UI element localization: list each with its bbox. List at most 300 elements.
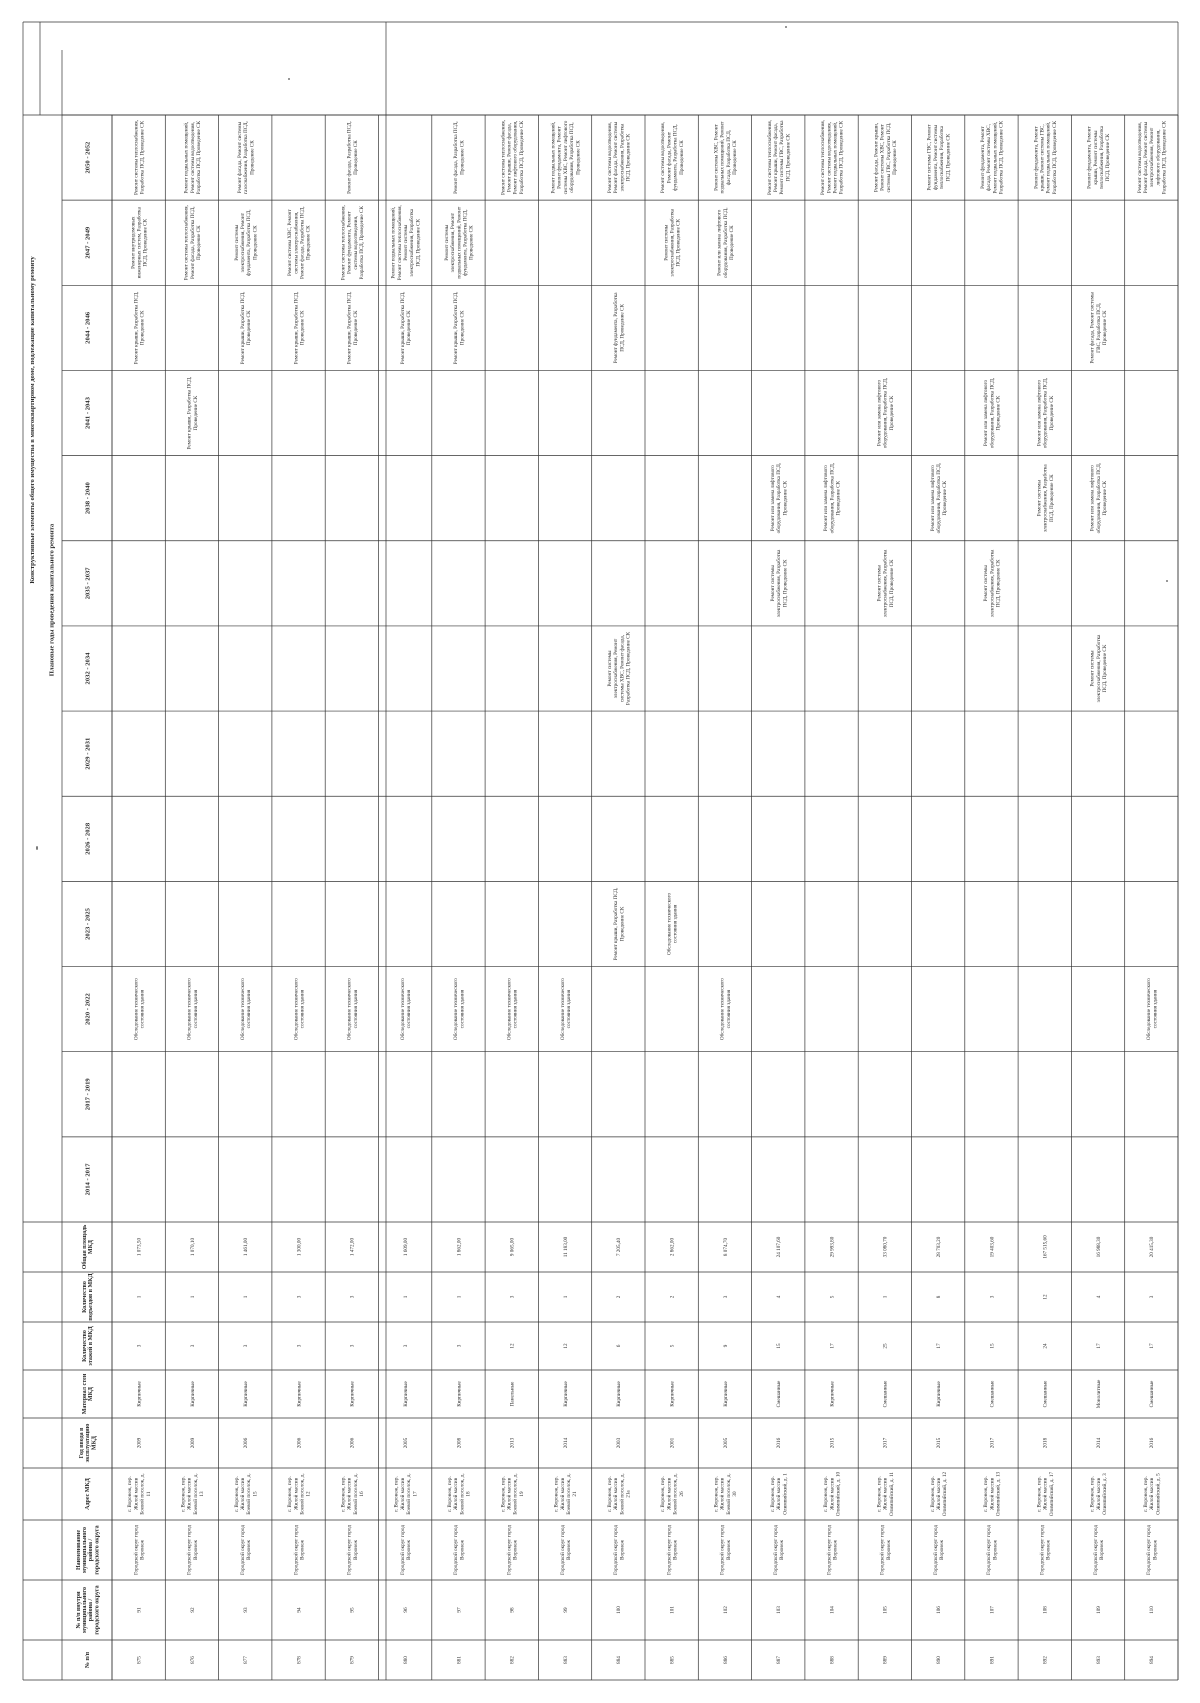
row-municipality [1092,1525,1105,1575]
svg-text:2023 - 2025: 2023 - 2025 [84,908,92,940]
row-floors [1096,1343,1102,1349]
svg-text:г. Воронеж, пер.Жилой массивБо: г. Воронеж, пер.Жилой массивБоевой поселок, д.18 [446,1473,472,1515]
svg-text:98: 98 [509,1607,516,1613]
row-wall-material [669,1381,675,1407]
svg-text:1 862,00: 1 862,00 [456,1237,463,1257]
col-header-municipality [76,1525,101,1574]
svg-text:3: 3 [296,1344,303,1348]
svg-text:Ремонт крыши, Разработка ПСД,П: Ремонт крыши, Разработка ПСД,Проведение СК [346,291,359,365]
repair-work-cell [607,631,632,705]
svg-text:892: 892 [1042,1656,1049,1664]
svg-text:г. Воронеж, пер.Жилой массивБо: г. Воронеж, пер.Жилой массивБоевой поселок, д.26 [660,1473,685,1515]
svg-text:17: 17 [1149,1343,1156,1349]
svg-text:Ремонт или замена лифтовогообо: Ремонт или замена лифтовогооборудования, Разработка ПСД,Проведение СК [1036,377,1055,449]
svg-text:3: 3 [402,1344,409,1348]
row-year-built [829,1437,835,1448]
row-address [287,1473,312,1514]
repair-work-cell [1145,978,1158,1040]
svg-text:Общая площадьМКД: Общая площадьМКД [82,1224,95,1270]
svg-text:12: 12 [562,1343,569,1349]
svg-text:2017: 2017 [989,1437,996,1449]
row-address [447,1473,472,1514]
repair-work-cell [236,121,255,194]
row-number [669,1656,675,1664]
row-year-built [989,1437,995,1448]
row-address [1143,1473,1161,1515]
row-floors [296,1344,302,1347]
row-entrances [456,1295,462,1298]
svg-text:93: 93 [243,1607,250,1613]
svg-text:106: 106 [935,1606,942,1614]
row-wall-material [190,1381,196,1407]
col-header-period [84,226,91,259]
svg-text:г. Воронеж, пер.Жилой массивОл: г. Воронеж, пер.Жилой массивОлимпийский, д. 11 [876,1472,895,1516]
col-header-entrances [82,1272,94,1320]
svg-text:2026 - 2028: 2026 - 2028 [84,822,92,855]
svg-text:Ремонт системы водоотведения,Р: Ремонт системы водоотведения,Ремонт фасада, Ремонтфундамента, Разработка ПСД,Проведение СК [660,122,685,194]
row-floors [563,1343,569,1349]
col-header-num [85,1651,91,1668]
row-number [350,1656,356,1664]
repair-work-cell [132,120,145,195]
row-sub-number [350,1607,356,1613]
svg-text:Ремонт системы теплоснабжения,: Ремонт системы теплоснабжения,Ремонт фундамента, Ремонтсистемы водоотведения,Разработка ПСД, Проведение СК [340,205,365,281]
svg-text:2050 - 2052: 2050 - 2052 [84,141,92,174]
svg-text:4: 4 [776,1295,783,1299]
row-area [190,1238,196,1257]
row-entrances [883,1295,889,1298]
row-municipality [1038,1525,1051,1575]
row-entrances [1149,1295,1155,1298]
row-number [243,1656,249,1664]
row-address [876,1472,894,1516]
row-area [723,1238,729,1257]
row-address [1090,1473,1108,1515]
row-area [1096,1236,1102,1257]
row-address [1036,1472,1054,1517]
row-entrances [510,1295,516,1298]
row-address [554,1473,579,1514]
col-header-period [84,1163,91,1196]
svg-text:г. Воронеж, пер.Жилой массивБо: г. Воронеж, пер.Жилой массивБоевой поселок, д.13 [180,1473,206,1515]
svg-text:1: 1 [562,1295,569,1299]
svg-text:2014 - 2017: 2014 - 2017 [84,1163,92,1196]
col-header-period [84,738,91,770]
svg-text:Ремонт или замена лифтовогообо: Ремонт или замена лифтовогооборудования, Разработка ПСД,Проведение СК [929,462,949,534]
row-municipality [292,1525,305,1575]
repair-work-cell [716,207,735,277]
row-municipality [132,1525,145,1575]
row-area [616,1238,622,1257]
svg-text:Ремонт системы теплоснабжения,: Ремонт системы теплоснабжения,Ремонт фасада, Разработка ПСД,Проведение СК [183,205,202,281]
row-address [983,1472,1001,1517]
repair-work-cell [287,206,312,279]
row-floors [936,1343,942,1349]
repair-work-cell [1089,463,1108,533]
repair-work-cell [719,978,732,1040]
svg-text:Кирпичные: Кирпичные [935,1381,942,1407]
row-sub-number [243,1607,249,1613]
row-address [713,1473,738,1514]
svg-text:2009: 2009 [189,1437,196,1449]
svg-text:1 300,00: 1 300,00 [296,1237,303,1257]
svg-text:2017 - 2019: 2017 - 2019 [84,1078,92,1111]
svg-text:Ремонт или замена лифтовогообо: Ремонт или замена лифтовогооборудования, Разработка ПСД,Проведение СК [823,462,842,534]
svg-text:95: 95 [349,1607,356,1613]
svg-text:3: 3 [349,1295,356,1299]
svg-text:Ремонт крыши, Разработка ПСД,П: Ремонт крыши, Разработка ПСД,Проведение СК [239,291,253,365]
svg-text:2044 - 2046: 2044 - 2046 [84,311,92,344]
svg-text:167 515,60: 167 515,60 [1042,1235,1049,1259]
svg-text:Обследование техническогососто: Обследование техническогосостояния здания [506,978,519,1041]
row-municipality [612,1525,625,1575]
svg-text:3: 3 [1149,1295,1156,1299]
col-header-period [84,567,91,600]
row-address [770,1473,788,1515]
svg-text:Городской округ городВоронеж: Городской округ городВоронеж [772,1525,786,1575]
row-year-built [136,1437,142,1448]
svg-text:107: 107 [989,1606,996,1614]
row-sub-number [1149,1606,1155,1614]
svg-text:Ремонт крыши, Разработка ПСД,П: Ремонт крыши, Разработка ПСД,Проведение СК [133,291,146,365]
scan-speck [288,78,290,80]
svg-text:29 993,80: 29 993,80 [829,1236,836,1258]
row-wall-material [829,1381,835,1407]
svg-text:1 609,00: 1 609,00 [402,1237,409,1257]
svg-text:г. Воронеж, пер.Жилой массивБо: г. Воронеж, пер.Жилой массивБоевой поселок, д.12 [287,1473,312,1515]
row-municipality [346,1525,359,1575]
repair-work-cell [239,292,252,365]
svg-text:Ремонт системы теплоснабжения,: Ремонт системы теплоснабжения,Ремонт крыши, Ремонт фасада,Ремонт лифтового оборудования,Разработка ПСД, Проведение СК [500,120,525,196]
svg-text:Городской округ городВоронеж: Городской округ городВоронеж [346,1525,359,1575]
svg-text:Обследование техническогососто: Обследование техническогосостояния здания [719,978,732,1041]
svg-text:Ремонт фундамента, Ремонткрыши: Ремонт фундамента, Ремонткрыши, Ремонт системытеплоснабжения, РазработкаПСД, Проведение СК [1086,125,1112,190]
svg-text:94: 94 [296,1607,303,1613]
svg-text:Ремонт системыэлектроснабжения: Ремонт системыэлектроснабжения, РазработкаПСД, Проведение СК [663,208,682,277]
svg-text:г. Воронеж, пер.Жилой массивОл: г. Воронеж, пер.Жилой массивОлимпийский, д. 13 [983,1471,1002,1517]
repair-work-cell [559,978,572,1040]
row-entrances [829,1295,835,1298]
row-municipality [186,1525,199,1575]
svg-text:Городской округ городВоронеж: Городской округ городВоронеж [986,1525,999,1575]
svg-text:Ремонт крыши, Разработка ПСД,П: Ремонт крыши, Разработка ПСД,Проведение СК [613,887,626,961]
col-header-period [84,141,91,174]
svg-text:Ремонт крыши, Разработка ПСД,П: Ремонт крыши, Разработка ПСД,Проведение СК [399,291,413,365]
row-year-built [1096,1437,1102,1448]
svg-text:2005: 2005 [722,1437,729,1449]
svg-text:19 403,60: 19 403,60 [989,1236,996,1258]
row-year-built [296,1437,302,1448]
row-sub-number [829,1606,835,1614]
row-entrances [190,1295,196,1298]
svg-text:г. Воронеж, пер.Жилой массивОл: г. Воронеж, пер.Жилой массивОлимпийский, д. 17 [1036,1471,1055,1517]
svg-text:Ремонт фундамента, Ремонтфасад: Ремонт фундамента, Ремонтфасада, Ремонт системы ХВС,Ремонт подвальных помещений,Разработка ПСД, Проведение СК [979,120,1005,195]
svg-text:Ремонт или замена лифтовогообо: Ремонт или замена лифтовогооборудования, Разработка ПСД,Проведение СК [769,462,789,534]
row-entrances [669,1295,675,1298]
svg-text:2018: 2018 [1042,1437,1049,1449]
svg-text:Городской округ городВоронеж: Городской округ городВоронеж [1092,1525,1105,1575]
col-header-period [84,822,91,855]
svg-text:г. Воронеж, пер.Жилой массивБо: г. Воронеж, пер.Жилой массивБоевой поселок, д.30 [713,1473,739,1515]
svg-text:2009: 2009 [136,1437,143,1449]
scan-speck [36,846,38,850]
row-sub-number [296,1607,302,1613]
repair-work-cell [607,121,632,193]
row-sub-number [723,1606,729,1614]
row-area [403,1238,409,1257]
svg-text:г. Воронеж, пер.Жилой массивБо: г. Воронеж, пер.Жилой массивБоевой поселок, д.16 [340,1473,365,1515]
row-area [669,1238,675,1257]
svg-text:92: 92 [189,1607,196,1613]
svg-text:2006: 2006 [243,1437,250,1449]
svg-text:11 183,00: 11 183,00 [562,1236,569,1258]
row-municipality [452,1525,465,1575]
repair-work-cell [1137,120,1168,194]
row-year-built [403,1437,409,1448]
row-wall-material [989,1380,995,1407]
repair-work-cell [875,378,894,448]
row-entrances [350,1295,356,1298]
svg-text:108: 108 [1042,1606,1049,1614]
svg-text:12: 12 [509,1343,516,1349]
row-number [563,1656,569,1664]
repair-work-cell [452,978,465,1040]
row-number [190,1656,196,1664]
svg-text:1 472,00: 1 472,00 [349,1237,356,1257]
svg-text:886: 886 [722,1656,729,1664]
svg-text:105: 105 [882,1606,889,1614]
svg-text:888: 888 [829,1656,836,1664]
row-number [403,1656,409,1664]
svg-text:2016: 2016 [1149,1437,1156,1449]
repair-work-cell [1036,464,1054,532]
row-address [234,1473,259,1514]
svg-text:Ремонт или замена лифтовогообо: Ремонт или замена лифтовогооборудования, Разработка ПСД,Проведение СК [1089,462,1109,534]
svg-text:Кирпичные: Кирпичные [243,1381,250,1407]
svg-text:2032 - 2034: 2032 - 2034 [84,652,92,685]
repair-work-cell [819,120,845,195]
row-number [510,1656,516,1664]
repair-work-cell [292,292,305,365]
svg-text:881: 881 [456,1656,463,1664]
row-year-built [936,1437,942,1448]
row-address [127,1473,152,1514]
planned-years-header-text [48,523,55,676]
svg-text:Ремонт фасада, Разработка ПСД,: Ремонт фасада, Разработка ПСД,Проведение СК [346,121,359,194]
svg-text:2: 2 [669,1295,676,1299]
svg-text:Ремонт крыши, Разработка ПСД,П: Ремонт крыши, Разработка ПСД,Проведение СК [186,376,199,450]
col-header-wall-material [82,1373,94,1414]
col-header-period [84,1078,91,1111]
svg-text:104: 104 [829,1606,836,1614]
svg-text:Обследование техническогососто: Обследование техническогосостояния здания [186,978,199,1041]
svg-text:Ремонт фасада, Разработка ПСД,: Ремонт фасада, Разработка ПСД,Проведение СК [453,121,466,194]
svg-text:3: 3 [296,1295,303,1299]
svg-text:9: 9 [722,1344,729,1348]
svg-text:Обследование техническогососто: Обследование техническогосостояния здания [133,978,146,1041]
repair-work-cell [665,893,678,955]
svg-text:876: 876 [189,1656,196,1664]
repair-work-cell [132,292,145,365]
row-floors [776,1343,782,1349]
svg-text:Ремонт системыэлектроснабжения: Ремонт системыэлектроснабжения, РазработкаПСД, Проведение СК [1089,634,1109,703]
svg-text:91: 91 [136,1607,143,1613]
repair-work-cell [444,206,475,279]
svg-text:Городской округ городВоронеж: Городской округ городВоронеж [613,1525,626,1575]
row-entrances [403,1295,409,1298]
repair-work-cell [339,205,365,280]
svg-text:33 080,70: 33 080,70 [882,1236,889,1258]
svg-text:Обследование техническогососто: Обследование техническогосостояния здания [239,978,253,1041]
repair-work-cell [346,121,359,194]
svg-text:Городской округ городВоронеж: Городской округ городВоронеж [133,1525,146,1575]
svg-text:Ремонт фасада, Ремонт системыГ: Ремонт фасада, Ремонт системыГВС, Разработка ПСД,Проведение СК [1089,292,1109,364]
row-wall-material [563,1381,569,1407]
svg-text:891: 891 [989,1656,996,1664]
row-wall-material [510,1381,516,1406]
row-floors [350,1344,356,1347]
row-municipality [825,1525,838,1575]
svg-text:4: 4 [1095,1295,1102,1299]
svg-text:Ремонт или замена лифтовогообо: Ремонт или замена лифтовогооборудования, Разработка ПСД,Проведение СК [876,377,895,449]
repair-work-cell [186,978,199,1040]
row-year-built [456,1437,462,1448]
row-sub-number [510,1607,516,1613]
svg-text:893: 893 [1095,1656,1102,1664]
svg-text:3: 3 [456,1344,463,1348]
row-entrances [1043,1294,1049,1300]
row-number [776,1656,782,1664]
svg-text:889: 889 [882,1656,889,1664]
row-year-built [883,1437,889,1448]
row-year-built [776,1437,782,1448]
svg-text:Ремонт системыэлектроснабжения: Ремонт системыэлектроснабжения, Ремонтфундамента, Разработка ПСД,Проведение СК [233,209,259,276]
svg-text:Обследование техническогососто: Обследование техническогосостояния здания [346,978,359,1041]
svg-text:2008: 2008 [456,1437,463,1449]
svg-text:20 415,30: 20 415,30 [1149,1236,1156,1258]
svg-text:101: 101 [669,1606,676,1614]
row-number [296,1656,302,1664]
repair-work-cell [1035,378,1054,448]
row-sub-number [616,1606,622,1614]
svg-text:Кирпичные: Кирпичные [189,1381,196,1407]
repair-work-cell [186,377,199,450]
row-municipality [985,1525,998,1575]
repair-work-cell [983,549,1001,617]
svg-text:879: 879 [349,1656,356,1664]
svg-text:Кирпичные: Кирпичные [456,1381,463,1407]
repair-work-cell [505,978,518,1040]
row-number [989,1656,995,1664]
row-wall-material [350,1381,356,1407]
svg-text:Ремонт системы ХВС, Ремонтподв: Ремонт системы ХВС, Ремонтподвальных помещений, Ремонтфасада, Разработка ПСД,Проведение СК [713,121,739,194]
svg-text:Ремонт фасада, Ремонт системыг: Ремонт фасада, Ремонт системыгазоснабжения, Разработка ПСД,Проведение СК [236,121,256,194]
row-floors [1043,1343,1049,1349]
svg-text:2006: 2006 [349,1437,356,1449]
svg-text:25: 25 [882,1343,889,1349]
repair-work-cell [660,122,685,193]
col-header-period [84,482,91,515]
svg-text:Ремонт системы ХВС, Ремонтсист: Ремонт системы ХВС, Ремонтсистемы электроснабжения,Ремонт фасада, Разработка ПСД,Проведение СК [287,206,312,280]
row-number [883,1656,889,1664]
repair-work-cell [612,888,625,961]
svg-text:Городской округ городВоронеж: Городской округ городВоронеж [1039,1525,1052,1575]
svg-text:г. Воронеж, пер.Жилой массивОл: г. Воронеж, пер.Жилой массивОлимпийский, д. 3 [1089,1473,1109,1515]
row-floors [616,1344,622,1347]
row-municipality [932,1525,945,1575]
row-address [340,1473,365,1514]
svg-text:Адрес МКД: Адрес МКД [85,1478,92,1510]
row-floors [829,1343,835,1349]
svg-text:Обследование техническогососто: Обследование техническогосостояния здания [666,892,679,955]
svg-text:Ремонт крыши, Разработка ПСД,П: Ремонт крыши, Разработка ПСД,Проведение СК [293,291,306,365]
row-area [883,1236,889,1257]
svg-text:Городской округ городВоронеж: Городской округ городВоронеж [879,1525,892,1575]
svg-text:1: 1 [136,1295,143,1299]
svg-text:Конструктивные элементы общего: Конструктивные элементы общего имущества в многоквартирном доме, подлежащие капитальному ремонту [28,256,36,584]
row-entrances [563,1295,569,1298]
repair-work-cell [452,292,465,365]
svg-text:Обследование техническогососто: Обследование техническогосостояния здания [453,978,466,1041]
col-header-floors [82,1325,94,1365]
row-year-built [669,1437,675,1448]
svg-text:Смешанные: Смешанные [776,1380,783,1408]
svg-text:Ремонт системы ГВС, Ремонтфунд: Ремонт системы ГВС, Ремонтфундамента, Ремонт системытеплоснабжения, РазработкаПСД, Проведение СК [926,124,952,191]
row-area [456,1238,462,1257]
row-year-built [243,1437,249,1448]
svg-text:103: 103 [776,1606,783,1614]
row-entrances [243,1295,249,1298]
repair-work-cell [132,978,145,1040]
svg-text:Городской округ городВоронеж: Городской округ городВоронеж [186,1525,199,1575]
repair-work-cell [399,978,412,1040]
row-number [616,1656,622,1664]
row-area [1043,1235,1049,1259]
row-wall-material [456,1381,462,1407]
row-area [776,1236,782,1257]
svg-text:5: 5 [829,1295,836,1299]
row-address [930,1472,948,1517]
row-number [1149,1656,1155,1664]
svg-text:8 074,70: 8 074,70 [722,1237,729,1257]
row-floors [669,1344,675,1347]
row-municipality [879,1525,892,1575]
row-sub-number [190,1607,196,1613]
svg-text:Городской округ городВоронеж: Городской округ городВоронеж [293,1525,306,1575]
svg-text:Городской округ городВоронеж: Городской округ городВоронеж [239,1525,253,1575]
row-number [136,1656,142,1664]
svg-text:Ремонт системыэлектроснабжения: Ремонт системыэлектроснабжения, Ремонтподвальных помещений, Ремонтфундамента, Разработка ПСД,Проведение СК [443,206,475,279]
svg-text:878: 878 [296,1656,303,1664]
row-sub-number [563,1607,569,1613]
svg-text:№ п/п: № п/п [85,1651,92,1669]
svg-text:Городской округ городВоронеж: Городской округ городВоронеж [932,1525,946,1575]
repair-work-cell [1032,120,1058,194]
svg-text:17: 17 [1095,1343,1102,1349]
repair-work-cell [929,463,948,533]
row-sub-number [883,1606,889,1614]
svg-text:Монолитные: Монолитные [1095,1379,1102,1409]
svg-text:Обследование техническогососто: Обследование техническогосостояния здания [559,978,572,1041]
row-floors [403,1344,409,1347]
row-area [989,1236,995,1257]
svg-text:1 070,10: 1 070,10 [189,1237,196,1257]
svg-text:96: 96 [402,1607,409,1613]
row-number [829,1656,835,1664]
svg-text:17: 17 [829,1343,836,1349]
svg-text:Городской округ городВоронеж: Городской округ городВоронеж [719,1525,732,1575]
svg-text:г. Воронеж, пер.Жилой массивБо: г. Воронеж, пер.Жилой массивБоевой поселок, д.21 [553,1473,579,1515]
